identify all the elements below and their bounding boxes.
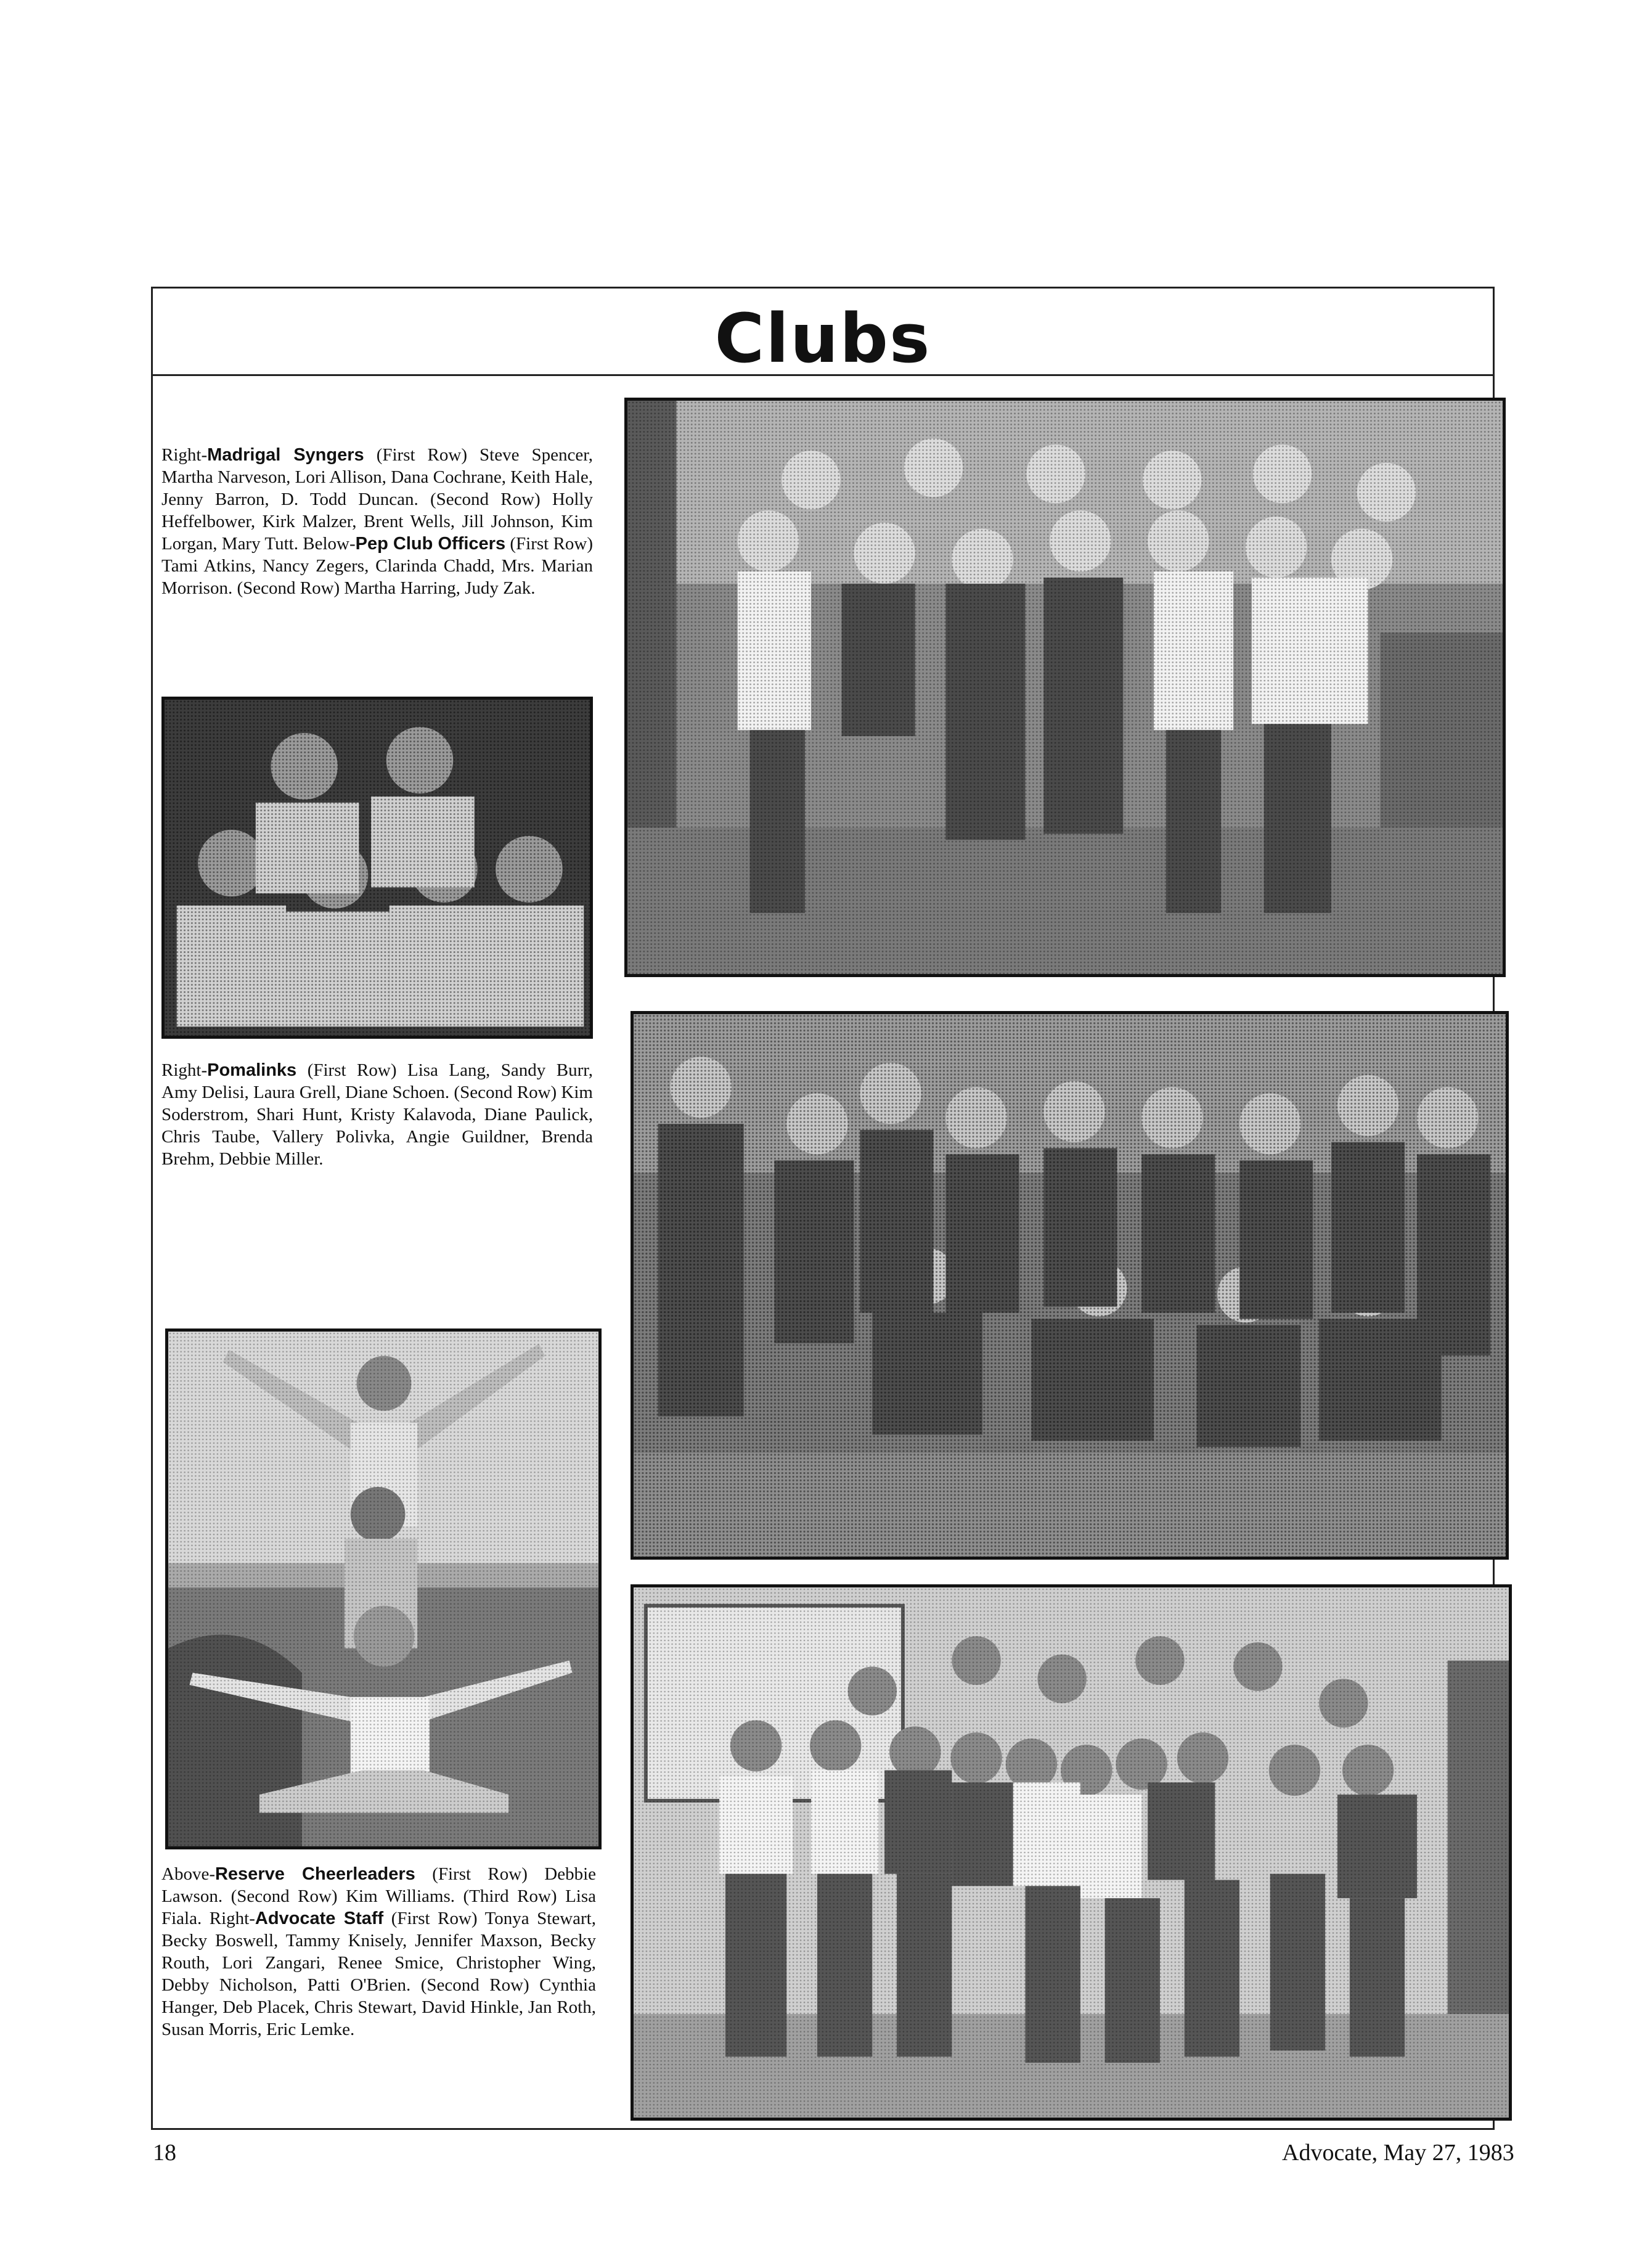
photo-pep-club-officers (161, 697, 593, 1039)
club-name-advocate-staff: Advocate Staff (255, 1909, 384, 1928)
group-photo-image (634, 1587, 1509, 2118)
club-name-pep-club: Pep Club Officers (355, 534, 506, 554)
page-number: 18 (153, 2140, 176, 2166)
caption-text: (First Row) Debbie Lawson. (Second Row) Kim Williams. (Third Row) Lisa Fiala. Right- (161, 1864, 597, 1928)
club-name-pomalinks: Pomalinks (207, 1060, 297, 1080)
caption-prefix: Above- (161, 1864, 215, 1884)
group-photo-image (165, 700, 590, 1036)
group-photo-image (627, 401, 1503, 974)
photo-reserve-cheerleaders (165, 1328, 602, 1849)
photo-advocate-staff (631, 1584, 1512, 2121)
section-header (151, 287, 1495, 376)
caption-text: (First Row) Tami Atkins, Nancy Zegers, Clarinda Chadd, Mrs. Marian Morrison. (Second Row) Martha Harring, Judy Zak. (161, 534, 593, 598)
caption-reserve-advocate (161, 1863, 596, 2041)
caption-pomalinks (161, 1059, 593, 1170)
caption-text: (First Row) Lisa Lang, Sandy Burr, Amy Delisi, Laura Grell, Diane Schoen. (Second Row) Kim Soderstrom, Shari Hunt, Kristy Kalavoda, Diane Paulick, Chris Taube, Vallery Polivka, Angie Guildner, Brenda Brehm, Debbie Miller. (161, 1060, 593, 1169)
photo-madrigal-syngers (624, 398, 1506, 977)
section-title: Clubs (714, 299, 931, 378)
photo-image (168, 1332, 598, 1846)
caption-text: (First Row) Tonya Stewart, Becky Boswell, Tammy Knisely, Jennifer Maxson, Becky Routh, Lori Zangari, Renee Smice, Christopher Wing, Debby Nicholson, Patti O'Brien. (Second Row) Cynthia Hanger, Deb Placek, Chris Stewart, David Hinkle, Jan Roth, Susan Morris, Eric Lemke. (161, 1909, 596, 2039)
club-name-madrigal: Madrigal Syngers (207, 445, 364, 465)
caption-prefix: Right- (161, 1060, 208, 1080)
caption-prefix: Right- (161, 445, 208, 465)
publication-footer: Advocate, May 27, 1983 (1282, 2140, 1514, 2166)
group-photo-image (634, 1014, 1506, 1557)
caption-text: (First Row) Steve Spencer, Martha Narveson, Lori Allison, Dana Cochrane, Keith Hale, Jenny Barron, D. Todd Duncan. (Second Row) Holly Heffelbower, Kirk Malzer, Brent Wells, Jill Johnson, Kim Lorgan, Mary Tutt. Below- (161, 445, 593, 554)
club-name-reserve-cheerleaders: Reserve Cheerleaders (214, 1864, 415, 1884)
photo-pomalinks (631, 1011, 1509, 1560)
caption-madrigal (161, 444, 593, 599)
